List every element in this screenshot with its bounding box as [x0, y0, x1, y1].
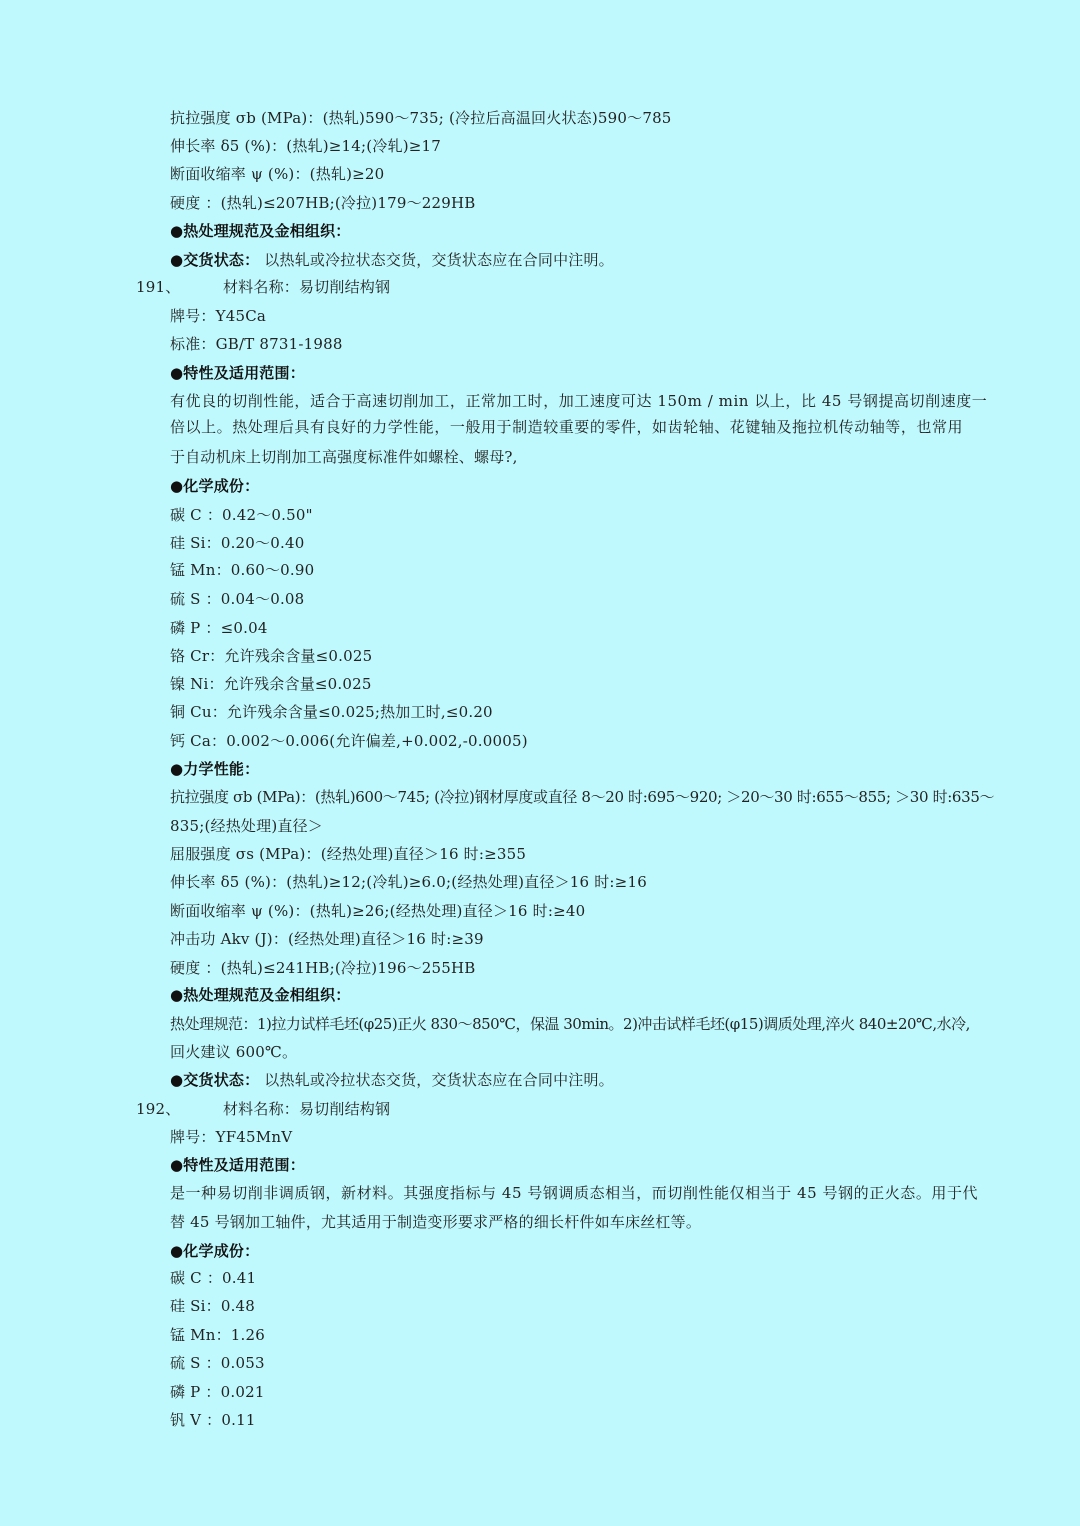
text-line: 热处理规范：1)拉力试样毛坯(φ25)正火 830～850℃，保温 30min。2)冲击试样毛坯(φ15)调质处理,淬火 840±20℃,水冷, — [170, 1015, 970, 1033]
text-line: 伸长率 δ5 (%)：(热轧)≥14;(冷轧)≥17 — [170, 137, 442, 155]
section-heading: ●特性及适用范围： — [170, 364, 305, 382]
entry-number: 191、 — [136, 278, 181, 296]
text-line: 硬度 ：(热轧)≤241HB;(冷拉)196～255HB — [170, 959, 476, 977]
composition-line: 铜 Cu：允许残余含量≤0.025;热加工时,≤0.20 — [170, 703, 493, 721]
section-heading: ●化学成份： — [170, 477, 260, 495]
composition-line: 锰 Mn：0.60～0.90 — [170, 561, 315, 579]
text-line: 以热轧或冷拉状态交货，交货状态应在合同中注明。 — [264, 1071, 614, 1089]
delivery-line — [170, 1070, 614, 1090]
composition-line: 硅 Si：0.48 — [170, 1297, 256, 1315]
delivery-line — [170, 250, 614, 270]
text-line: 回火建议 600℃。 — [170, 1043, 298, 1061]
composition-line: 钒 V ：0.11 — [170, 1411, 256, 1429]
material-name: 材料名称：易切削结构钢 — [222, 278, 391, 296]
text-line: 以热轧或冷拉状态交货，交货状态应在合同中注明。 — [264, 251, 614, 269]
text-line: 硬度 ：(热轧)≤207HB;(冷拉)179～229HB — [170, 194, 476, 212]
standard-line: 标准：GB/T 8731-1988 — [170, 335, 343, 353]
text-line: 835;(经热处理)直径＞ — [170, 817, 323, 835]
text-line: 抗拉强度 σb (MPa)：(热轧)590～735; (冷拉后高温回火状态)590～785 — [170, 109, 672, 127]
entry-header — [136, 1099, 390, 1119]
composition-line: 锰 Mn：1.26 — [170, 1326, 265, 1344]
composition-line: 硅 Si：0.20～0.40 — [170, 534, 305, 552]
composition-line: 钙 Ca：0.002～0.006(允许偏差,+0.002,-0.0005) — [170, 732, 528, 750]
composition-line: 磷 P ：≤0.04 — [170, 619, 268, 637]
section-heading: ●力学性能： — [170, 760, 260, 778]
composition-line: 镍 Ni：允许残余含量≤0.025 — [170, 675, 372, 693]
text-line: 替 45 号钢加工轴件，尤其适用于制造变形要求严格的细长杆件如车床丝杠等。 — [170, 1213, 702, 1231]
composition-line: 硫 S ：0.04～0.08 — [170, 590, 305, 608]
section-heading: ●特性及适用范围： — [170, 1156, 305, 1174]
section-heading: ●化学成份： — [170, 1242, 260, 1260]
entry-header — [136, 277, 390, 297]
text-line: 是一种易切削非调质钢，新材料。其强度指标与 45 号钢调质态相当，而切削性能仅相当于 45 号钢的正火态。用于代 — [170, 1184, 979, 1202]
composition-line: 碳 C ：0.42～0.50" — [170, 506, 313, 524]
grade-line: 牌号：Y45Ca — [170, 307, 267, 325]
text-line: 断面收缩率 ψ (%)：(热轧)≥20 — [170, 165, 385, 183]
text-line: 有优良的切削性能，适合于高速切削加工，正常加工时，加工速度可达 150m / min 以上，比 45 号钢提高切削速度一 — [170, 392, 988, 410]
composition-line: 铬 Cr：允许残余含量≤0.025 — [170, 647, 373, 665]
entry-number: 192、 — [136, 1100, 181, 1118]
section-heading: ●交货状态： — [170, 251, 260, 269]
text-line: 断面收缩率 ψ (%)：(热轧)≥26;(经热处理)直径＞16 时:≥40 — [170, 902, 586, 920]
section-heading: ●交货状态： — [170, 1071, 260, 1089]
text-line: 冲击功 Akv (J)：(经热处理)直径＞16 时:≥39 — [170, 930, 484, 948]
section-heading: ●热处理规范及金相组织： — [170, 986, 351, 1004]
text-line: 伸长率 δ5 (%)：(热轧)≥12;(冷轧)≥6.0;(经热处理)直径＞16 时:≥16 — [170, 873, 647, 891]
text-line: 屈服强度 σs (MPa)：(经热处理)直径＞16 时:≥355 — [170, 845, 527, 863]
composition-line: 磷 P ：0.021 — [170, 1383, 265, 1401]
composition-line: 碳 C ：0.41 — [170, 1269, 257, 1287]
composition-line: 硫 S ：0.053 — [170, 1354, 265, 1372]
text-line: 倍以上。热处理后具有良好的力学性能，一般用于制造较重要的零件，如齿轮轴、花键轴及拖拉机传动轴等，也常用 — [170, 418, 964, 436]
text-line: 于自动机床上切削加工高强度标准件如螺栓、螺母?, — [170, 448, 518, 466]
grade-line: 牌号：YF45MnV — [170, 1128, 293, 1146]
section-heading: ●热处理规范及金相组织： — [170, 222, 351, 240]
material-name: 材料名称：易切削结构钢 — [222, 1100, 391, 1118]
text-line: 抗拉强度 σb (MPa)：(热轧)600～745; (冷拉)钢材厚度或直径 8～20 时:695～920; ＞20～30 时:655～855; ＞30 时:635～ — [170, 788, 995, 806]
